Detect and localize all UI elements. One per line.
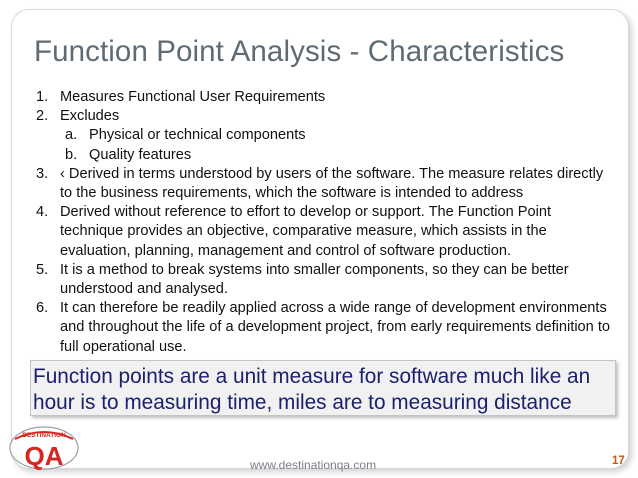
- list-item-number: 2.: [36, 108, 49, 125]
- logo-top-text: DESTINATION: [22, 432, 66, 439]
- destinationqa-logo: [5, 421, 83, 473]
- slide-title: Function Point Analysis - Characteristics: [34, 35, 565, 68]
- logo-mark-text: QA: [24, 441, 64, 471]
- list-item-text: It is a method to break systems into smaller components, so they can be better understood and analysed.: [60, 261, 569, 298]
- list-item-number: 3.: [36, 165, 49, 182]
- list-item-text: ‹ Derived in terms understood by users of the software. The measure relates directly to the business requirements, which the software is intended to address: [60, 165, 604, 202]
- list-item-number: 1.: [36, 89, 49, 105]
- sub-list-item: [36, 126, 611, 145]
- list-item: [36, 261, 611, 299]
- list-item-text: Measures Functional User Requirements: [60, 89, 326, 105]
- footer-website: www.destinationqa.com: [250, 458, 377, 472]
- sub-list-item: [36, 146, 611, 165]
- list-item: [36, 299, 611, 357]
- list-item-text: It can therefore be readily applied across a wide range of development environments and throughout the life of a development project, from early requirements definition to full operational use.: [60, 300, 611, 355]
- sub-list-item-text: Physical or technical components: [89, 127, 306, 144]
- list-item-number: 6.: [36, 300, 49, 317]
- list-item-number: 5.: [36, 261, 49, 278]
- list-item-number: 4.: [36, 204, 49, 221]
- callout-line-1: Function points are a unit measure for software much like an: [33, 365, 591, 388]
- page-number: 17: [612, 455, 625, 467]
- sub-list-item-letter: a.: [65, 127, 78, 144]
- sub-list-item-letter: b.: [65, 146, 78, 163]
- list-item: [36, 107, 611, 126]
- list-item-text: Derived without reference to effort to develop or support. The Function Point technique provides an objective, comparative measure, which assists in the evaluation, planning, management and control of software production.: [60, 204, 552, 259]
- list-item: [36, 203, 611, 261]
- callout-line-2: hour is to measuring time, miles are to measuring distance: [33, 391, 572, 414]
- sub-list-item-text: Quality features: [89, 146, 192, 163]
- list-item: [36, 88, 611, 107]
- bullet-list: [36, 88, 611, 357]
- callout-text: [33, 364, 623, 416]
- list-item-text: Excludes: [60, 108, 120, 125]
- list-item: [36, 165, 611, 203]
